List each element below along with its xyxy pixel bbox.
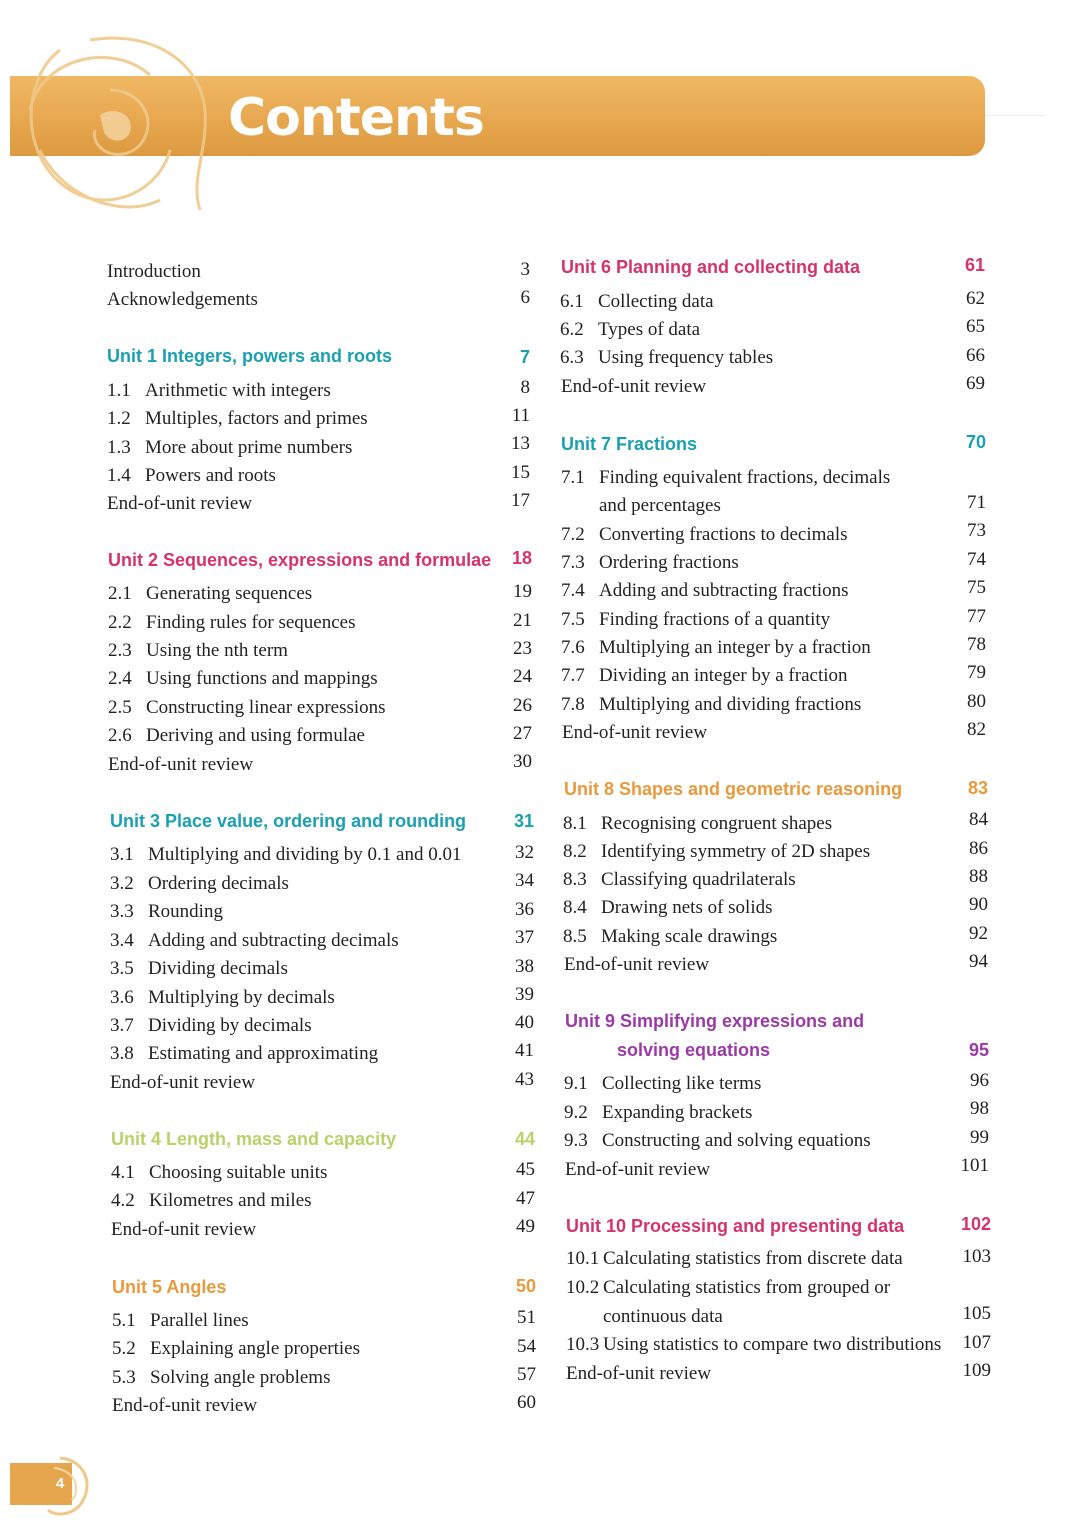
page-number: 96 xyxy=(970,1070,989,1091)
page-number: 19 xyxy=(513,581,532,602)
page-number: 98 xyxy=(970,1098,989,1119)
page-number: 23 xyxy=(513,638,532,659)
entry-title: Multiplying an integer by a fraction xyxy=(599,637,871,658)
list-item[interactable] xyxy=(560,344,773,372)
entry-title: End-of-unit review xyxy=(108,754,254,775)
section-number: 7.7 xyxy=(561,665,585,686)
list-item[interactable] xyxy=(110,955,288,983)
section-number: 8.1 xyxy=(563,813,587,834)
section-number: 6.1 xyxy=(560,291,584,312)
entry-title: Ordering fractions xyxy=(599,552,739,573)
page-number: 13 xyxy=(511,433,530,454)
list-item[interactable] xyxy=(561,662,848,690)
entry-title: Collecting like terms xyxy=(602,1073,762,1094)
page-number: 71 xyxy=(967,492,986,513)
list-item[interactable] xyxy=(566,1331,941,1359)
page-number: 90 xyxy=(969,894,988,915)
unit-page: 50 xyxy=(515,1276,536,1296)
list-item[interactable] xyxy=(110,1069,255,1097)
page-number: 41 xyxy=(515,1040,534,1061)
section-number: 2.2 xyxy=(108,612,132,633)
entry-title: End-of-unit review xyxy=(112,1395,258,1416)
list-item[interactable] xyxy=(111,1216,256,1244)
section-number: 10.1 xyxy=(566,1248,600,1269)
page-number: 74 xyxy=(967,549,986,570)
page-number: 47 xyxy=(516,1188,535,1209)
list-item[interactable] xyxy=(562,719,707,747)
list-item[interactable] xyxy=(110,841,462,869)
entry-title: Identifying symmetry of 2D shapes xyxy=(601,841,871,862)
section-number: 10.2 xyxy=(566,1277,600,1298)
entry-title: Classifying quadrilaterals xyxy=(601,869,796,890)
page-number: 65 xyxy=(966,316,985,337)
entry-title: and percentages xyxy=(599,495,721,516)
entry-title: continuous data xyxy=(603,1306,723,1327)
list-item[interactable] xyxy=(564,1127,871,1155)
section-number: 2.1 xyxy=(108,583,132,604)
entry-title: Constructing linear expressions xyxy=(146,697,386,718)
list-item[interactable] xyxy=(560,288,714,316)
section-number: 8.3 xyxy=(563,869,587,890)
section-number: 1.2 xyxy=(107,408,131,429)
entry-title: Ordering decimals xyxy=(148,873,289,894)
divider xyxy=(985,115,1045,116)
section-number: 3.6 xyxy=(110,987,134,1008)
unit-page: 18 xyxy=(511,548,532,568)
page-number: 84 xyxy=(969,809,988,830)
unit-heading[interactable]: Unit 5 Angles xyxy=(112,1277,227,1297)
list-item[interactable] xyxy=(564,1070,761,1098)
page-number: 39 xyxy=(515,984,534,1005)
page-number-footer: 4 xyxy=(55,1475,65,1492)
section-number: 7.8 xyxy=(561,694,585,715)
page-number: 26 xyxy=(513,695,532,716)
list-item[interactable] xyxy=(561,549,739,577)
entry-title: Using functions and mappings xyxy=(146,668,378,689)
entry-title: Choosing suitable units xyxy=(149,1162,328,1183)
list-item[interactable] xyxy=(112,1335,360,1363)
list-item-continuation xyxy=(603,1303,723,1331)
entry-title: End-of-unit review xyxy=(565,1159,711,1180)
entry-title: Powers and roots xyxy=(145,465,276,486)
page-number: 11 xyxy=(511,405,530,426)
list-item[interactable] xyxy=(561,373,706,401)
page-number: 66 xyxy=(966,345,985,366)
unit-heading[interactable]: Unit 2 Sequences, expressions and formulae xyxy=(108,550,492,570)
page-number: 80 xyxy=(967,691,986,712)
unit-heading[interactable]: Unit 10 Processing and presenting data xyxy=(566,1216,905,1236)
entry-title: Drawing nets of solids xyxy=(601,897,773,918)
section-number: 1.3 xyxy=(107,437,131,458)
section-number: 7.5 xyxy=(561,609,585,630)
entry-title: End-of-unit review xyxy=(111,1219,257,1240)
page-number: 30 xyxy=(513,751,532,772)
entry-title: Arithmetic with integers xyxy=(145,380,331,401)
page-number: 77 xyxy=(967,606,986,627)
swirl-decoration-icon xyxy=(40,1450,100,1520)
unit-heading[interactable]: Unit 1 Integers, powers and roots xyxy=(107,346,393,366)
page-number: 37 xyxy=(515,927,534,948)
entry-title: Calculating statistics from grouped or xyxy=(603,1277,891,1298)
unit-page: 70 xyxy=(965,432,986,452)
page-number: 43 xyxy=(515,1069,534,1090)
entry-title: End-of-unit review xyxy=(566,1363,712,1384)
section-number: 6.2 xyxy=(560,319,584,340)
list-item[interactable] xyxy=(566,1360,711,1388)
entry-title: Multiplying and dividing fractions xyxy=(599,694,862,715)
section-number: 2.3 xyxy=(108,640,132,661)
list-item[interactable] xyxy=(112,1392,257,1420)
list-item[interactable] xyxy=(561,464,890,492)
section-number: 6.3 xyxy=(560,347,584,368)
page-number: 86 xyxy=(969,838,988,859)
section-number: 7.6 xyxy=(561,637,585,658)
list-item[interactable] xyxy=(110,1040,378,1068)
section-number: 3.5 xyxy=(110,958,134,979)
page-number: 101 xyxy=(960,1155,989,1176)
entry-title: End-of-unit review xyxy=(564,954,710,975)
entry-title: End-of-unit review xyxy=(561,376,707,397)
section-number: 10.3 xyxy=(566,1334,600,1355)
page-number: 69 xyxy=(966,373,985,394)
entry-title: Multiples, factors and primes xyxy=(145,408,368,429)
list-item[interactable] xyxy=(108,722,365,750)
entry-title: Solving angle problems xyxy=(150,1367,331,1388)
entry-title: Deriving and using formulae xyxy=(146,725,365,746)
unit-page: 61 xyxy=(964,255,985,275)
page-number: 38 xyxy=(515,956,534,977)
entry-title: Finding equivalent fractions, decimals xyxy=(599,467,891,488)
entry-title: Acknowledgements xyxy=(107,289,258,310)
list-item[interactable] xyxy=(564,951,709,979)
list-item[interactable] xyxy=(561,606,830,634)
page-number: 78 xyxy=(967,634,986,655)
entry-title: Dividing decimals xyxy=(148,958,288,979)
entry-title: Multiplying and dividing by 0.1 and 0.01 xyxy=(148,844,462,865)
page-number: 107 xyxy=(962,1332,991,1353)
list-item[interactable] xyxy=(108,665,378,693)
page-number: 21 xyxy=(513,610,532,631)
entry-title: Recognising congruent shapes xyxy=(601,813,833,834)
list-item[interactable] xyxy=(108,609,355,637)
section-number: 5.1 xyxy=(112,1310,136,1331)
entry-title: Expanding brackets xyxy=(602,1102,753,1123)
section-number: 7.2 xyxy=(561,524,585,545)
list-item[interactable] xyxy=(108,637,288,665)
section-number: 3.4 xyxy=(110,930,134,951)
page-number: 60 xyxy=(517,1392,536,1413)
list-item[interactable] xyxy=(561,634,871,662)
list-item[interactable] xyxy=(563,894,773,922)
page-number: 40 xyxy=(515,1012,534,1033)
list-item[interactable] xyxy=(108,694,386,722)
section-number: 1.4 xyxy=(107,465,131,486)
unit-heading[interactable]: Unit 4 Length, mass and capacity xyxy=(111,1129,397,1149)
section-number: 8.2 xyxy=(563,841,587,862)
list-item[interactable] xyxy=(110,1012,312,1040)
list-item[interactable] xyxy=(107,462,276,490)
entry-title: Dividing by decimals xyxy=(148,1015,312,1036)
page-number: 82 xyxy=(967,719,986,740)
section-number: 4.2 xyxy=(111,1190,135,1211)
page-number: 8 xyxy=(520,377,530,398)
page-number: 109 xyxy=(962,1360,991,1381)
page-number: 6 xyxy=(520,287,530,308)
section-number: 3.3 xyxy=(110,901,134,922)
section-number: 5.2 xyxy=(112,1338,136,1359)
page-number: 79 xyxy=(967,662,986,683)
list-item[interactable] xyxy=(108,580,312,608)
unit-page: 7 xyxy=(519,347,530,367)
swirl-decoration-icon xyxy=(0,20,240,230)
list-item[interactable] xyxy=(564,1099,752,1127)
unit-heading[interactable]: Unit 6 Planning and collecting data xyxy=(561,257,861,277)
unit-heading[interactable]: Unit 9 Simplifying expressions and xyxy=(565,1011,865,1031)
list-item[interactable] xyxy=(111,1187,312,1215)
list-item[interactable] xyxy=(563,838,870,866)
entry-title: End-of-unit review xyxy=(107,493,253,514)
page-number: 54 xyxy=(517,1336,536,1357)
page-number: 57 xyxy=(517,1364,536,1385)
page-number: 15 xyxy=(511,462,530,483)
entry-title: Using frequency tables xyxy=(598,347,774,368)
entry-title: Adding and subtracting fractions xyxy=(599,580,849,601)
section-number: 2.5 xyxy=(108,697,132,718)
section-number: 7.4 xyxy=(561,580,585,601)
section-number: 3.7 xyxy=(110,1015,134,1036)
list-item[interactable] xyxy=(111,1159,327,1187)
list-item[interactable] xyxy=(561,577,849,605)
list-item[interactable] xyxy=(566,1274,890,1302)
unit-page: 44 xyxy=(514,1129,535,1149)
entry-title: Finding fractions of a quantity xyxy=(599,609,831,630)
page-number: 49 xyxy=(516,1216,535,1237)
entry-title: End-of-unit review xyxy=(110,1072,256,1093)
entry-title: Collecting data xyxy=(598,291,714,312)
list-item[interactable] xyxy=(566,1245,903,1273)
entry-title: Kilometres and miles xyxy=(149,1190,312,1211)
page-number: 51 xyxy=(517,1307,536,1328)
list-item[interactable] xyxy=(107,286,258,314)
page-number: 34 xyxy=(515,870,534,891)
page-number: 73 xyxy=(967,520,986,541)
entry-title: Adding and subtracting decimals xyxy=(148,930,399,951)
list-item[interactable] xyxy=(563,923,777,951)
entry-title: Estimating and approximating xyxy=(148,1043,379,1064)
list-item[interactable] xyxy=(112,1364,330,1392)
page-number: 105 xyxy=(962,1303,991,1324)
page-number: 36 xyxy=(515,899,534,920)
list-item[interactable] xyxy=(110,927,399,955)
page-number: 94 xyxy=(969,951,988,972)
section-number: 7.3 xyxy=(561,552,585,573)
entry-title: Finding rules for sequences xyxy=(146,612,356,633)
list-item[interactable] xyxy=(563,810,832,838)
unit-heading[interactable]: Unit 8 Shapes and geometric reasoning xyxy=(564,779,903,799)
list-item[interactable] xyxy=(563,866,796,894)
section-number: 8.5 xyxy=(563,926,587,947)
entry-title: Converting fractions to decimals xyxy=(599,524,848,545)
page-number: 17 xyxy=(511,490,530,511)
entry-title: End-of-unit review xyxy=(562,722,708,743)
section-number: 7.1 xyxy=(561,467,585,488)
list-item[interactable] xyxy=(110,984,335,1012)
list-item[interactable] xyxy=(107,377,331,405)
section-number: 2.6 xyxy=(108,725,132,746)
entry-title: Types of data xyxy=(598,319,701,340)
section-number: 8.4 xyxy=(563,897,587,918)
list-item[interactable] xyxy=(107,490,252,518)
entry-title: Using statistics to compare two distributions xyxy=(603,1334,942,1355)
section-number: 5.3 xyxy=(112,1367,136,1388)
page-number: 27 xyxy=(513,723,532,744)
list-item[interactable] xyxy=(565,1156,710,1184)
page-number: 45 xyxy=(516,1159,535,1180)
entry-title: Introduction xyxy=(107,261,201,282)
section-number: 3.1 xyxy=(110,844,134,865)
entry-title: Dividing an integer by a fraction xyxy=(599,665,848,686)
list-item[interactable] xyxy=(110,870,289,898)
list-item[interactable] xyxy=(561,691,861,719)
unit-heading[interactable]: Unit 3 Place value, ordering and rounding xyxy=(110,811,467,831)
page-number: 88 xyxy=(969,866,988,887)
entry-title: Explaining angle properties xyxy=(150,1338,360,1359)
entry-title: Rounding xyxy=(148,901,223,922)
list-item[interactable] xyxy=(107,405,368,433)
list-item[interactable] xyxy=(561,521,848,549)
unit-heading-continuation: solving equations xyxy=(617,1040,771,1060)
list-item-continuation xyxy=(599,492,721,520)
entry-title: Generating sequences xyxy=(146,583,313,604)
page-number: 103 xyxy=(962,1246,991,1267)
list-item[interactable] xyxy=(110,898,223,926)
unit-page: 102 xyxy=(960,1214,991,1234)
page-number: 3 xyxy=(520,259,530,280)
entry-title: More about prime numbers xyxy=(145,437,353,458)
list-item[interactable] xyxy=(560,316,700,344)
page-number: 62 xyxy=(966,288,985,309)
entry-title: Using the nth term xyxy=(146,640,288,661)
page-number: 24 xyxy=(513,666,532,687)
section-number: 3.2 xyxy=(110,873,134,894)
section-number: 9.2 xyxy=(564,1102,588,1123)
section-number: 9.3 xyxy=(564,1130,588,1151)
page-number: 75 xyxy=(967,577,986,598)
page-number: 32 xyxy=(515,842,534,863)
page-title: Contents xyxy=(228,88,484,148)
section-number: 1.1 xyxy=(107,380,131,401)
list-item[interactable] xyxy=(107,434,352,462)
entry-title: Parallel lines xyxy=(150,1310,249,1331)
unit-page: 83 xyxy=(967,778,988,798)
unit-page: 95 xyxy=(968,1040,989,1060)
section-number: 4.1 xyxy=(111,1162,135,1183)
list-item[interactable] xyxy=(108,751,253,779)
unit-page: 31 xyxy=(513,811,534,831)
list-item[interactable] xyxy=(112,1307,249,1335)
page-number: 99 xyxy=(970,1127,989,1148)
entry-title: Making scale drawings xyxy=(601,926,778,947)
entry-title: Multiplying by decimals xyxy=(148,987,335,1008)
section-number: 9.1 xyxy=(564,1073,588,1094)
section-number: 2.4 xyxy=(108,668,132,689)
unit-heading[interactable]: Unit 7 Fractions xyxy=(561,434,698,454)
entry-title: Constructing and solving equations xyxy=(602,1130,871,1151)
entry-title: Calculating statistics from discrete data xyxy=(603,1248,903,1269)
page-number: 92 xyxy=(969,923,988,944)
list-item[interactable] xyxy=(107,258,201,286)
section-number: 3.8 xyxy=(110,1043,134,1064)
